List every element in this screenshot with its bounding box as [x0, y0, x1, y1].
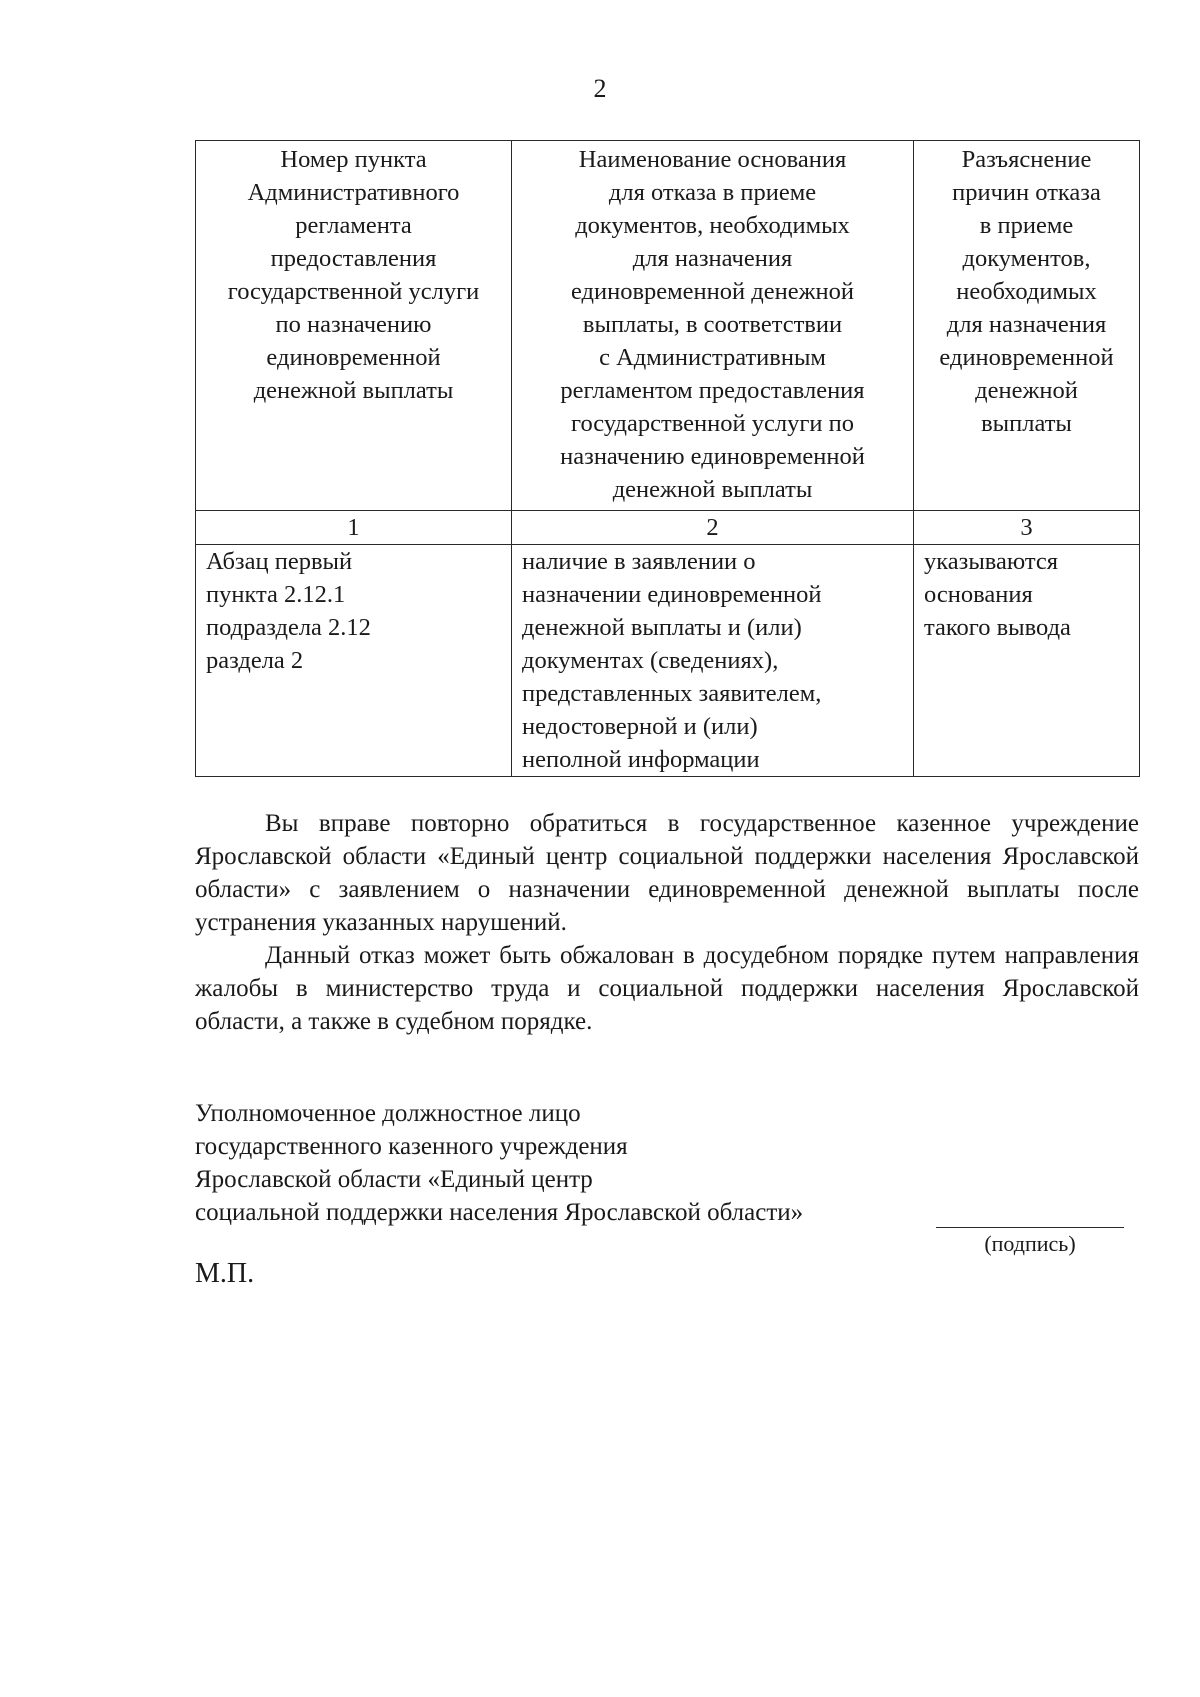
official-title-line: государственного казенного учреждения	[195, 1133, 628, 1160]
official-title-line: Ярославской области «Единый центр	[195, 1166, 593, 1193]
column-number-cell: 3	[914, 511, 1140, 545]
official-title-line: Уполномоченное должностное лицо	[195, 1100, 581, 1127]
header-cell-clause-number: Номер пункта Административного регламента предоставления государственной услуги по назначению единовременной денежной выплаты	[196, 141, 512, 511]
header-cell-explanation: Разъяснение причин отказа в приеме документов, необходимых для назначения единовременной денежной выплаты	[914, 141, 1140, 511]
clause-reference-cell: Абзац первый пункта 2.12.1 подраздела 2.12 раздела 2	[196, 545, 512, 777]
signature-line	[936, 1227, 1124, 1228]
column-number-cell: 1	[196, 511, 512, 545]
stamp-placeholder: М.П.	[195, 1258, 255, 1289]
official-title-line: социальной поддержки населения Ярославской области»	[195, 1199, 804, 1226]
refusal-grounds-table	[195, 140, 1140, 777]
column-number-cell: 2	[512, 511, 914, 545]
official-signature-block	[195, 1097, 915, 1229]
refusal-ground-cell: наличие в заявлении о назначении единовременной денежной выплаты и (или) документах (сведениях), представленных заявителем, недостоверной и (или) неполной информации	[512, 545, 914, 777]
table-row	[196, 545, 1140, 777]
paragraph-reapply: Вы вправе повторно обратиться в государственное казенное учреждение Ярославской области «Единый центр социальной поддержки населения Ярославской области» с заявлением о назначении единовременной денежной выплаты после устранения указанных нарушений.	[195, 810, 1139, 936]
table-header-row	[196, 141, 1140, 511]
signature-caption: (подпись)	[984, 1231, 1076, 1256]
header-cell-refusal-ground: Наименование основания для отказа в приеме документов, необходимых для назначения единовременной денежной выплаты, в соответствии с Административным регламентом предоставления государственной услуги по назначению единовременной денежной выплаты	[512, 141, 914, 511]
body-text	[195, 807, 1139, 1038]
column-number-row	[196, 511, 1140, 545]
page-number: 2	[593, 74, 607, 103]
explanation-cell: указываются основания такого вывода	[914, 545, 1140, 777]
paragraph-appeal: Данный отказ может быть обжалован в досудебном порядке путем направления жалобы в министерство труда и социальной поддержки населения Ярославской области, а также в судебном порядке.	[195, 942, 1139, 1035]
